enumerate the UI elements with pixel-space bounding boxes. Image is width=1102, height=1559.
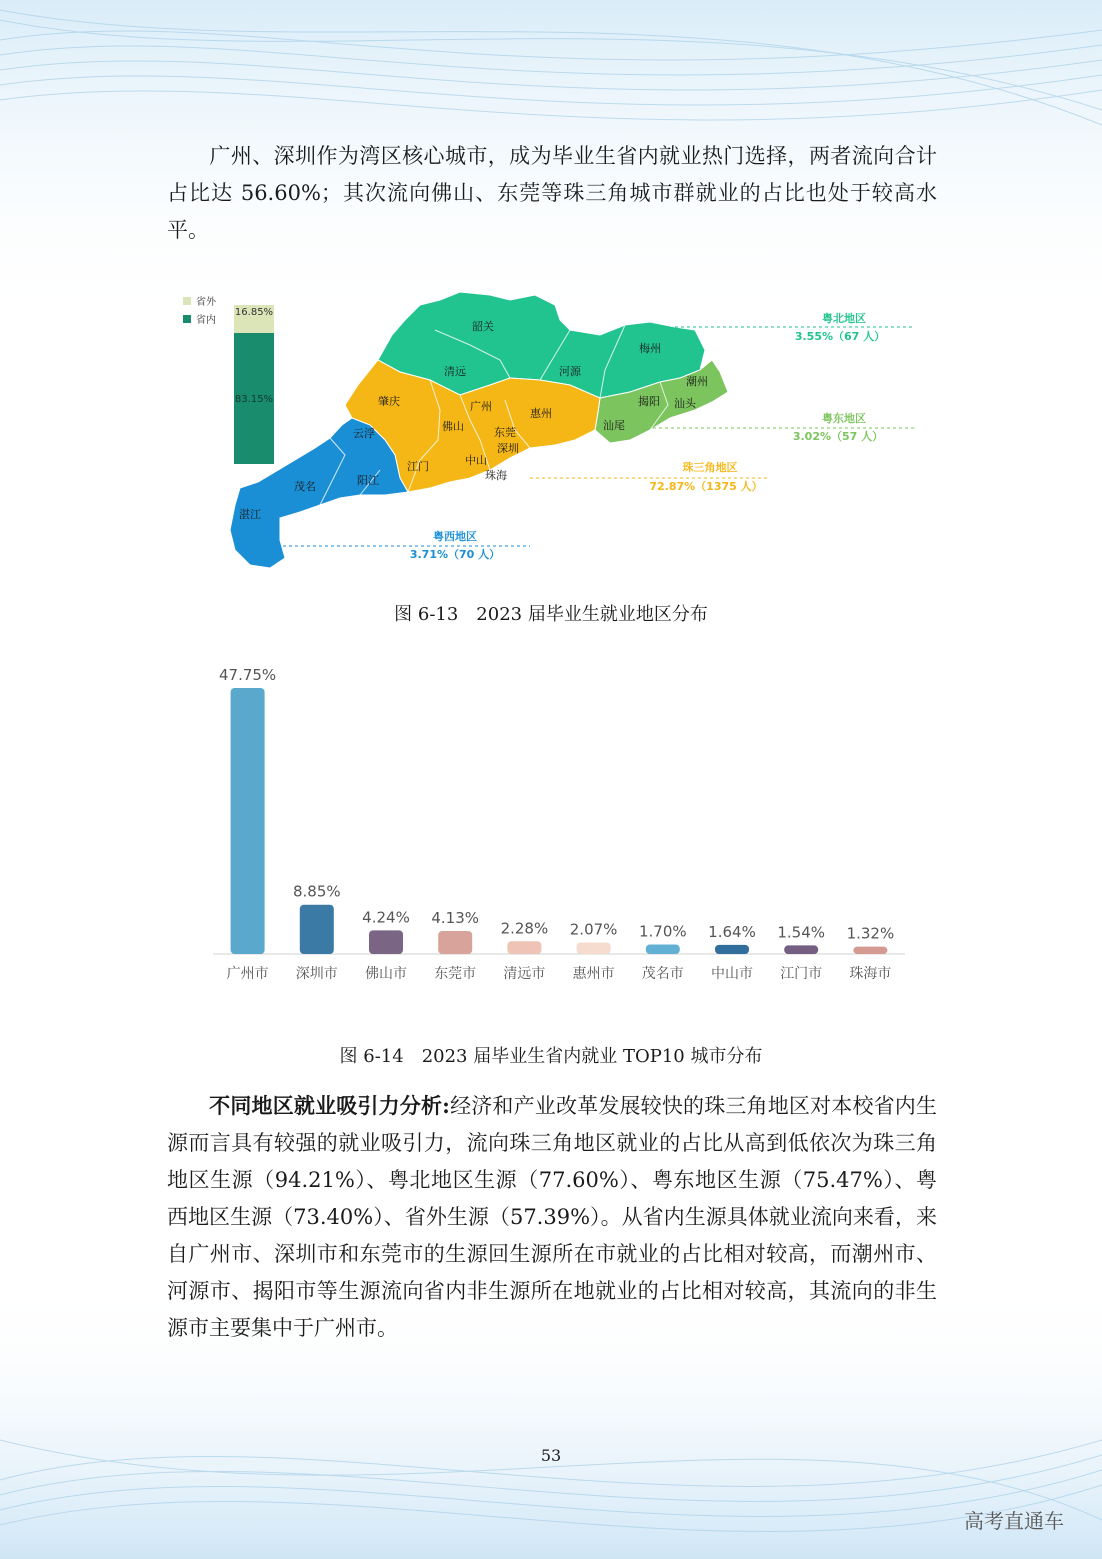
city-label-zhanjiang: 湛江 <box>239 508 261 521</box>
bar-category-label-6: 惠州市 <box>572 966 615 982</box>
city-label-shaoguan: 韶关 <box>472 320 494 333</box>
legend-swatch-outside <box>183 297 191 305</box>
region-north-stat: 3.55%（67 人） <box>794 330 886 343</box>
region-west-stat: 3.71%（70 人） <box>409 548 501 561</box>
top10-city-bar-chart <box>200 655 920 1000</box>
bar-2 <box>300 905 334 954</box>
city-label-meizhou: 梅州 <box>639 342 661 355</box>
bar-category-label-2: 深圳市 <box>295 966 338 982</box>
legend-outside-label: 省外 <box>196 297 216 308</box>
bar-category-label-5: 清远市 <box>503 966 546 982</box>
city-label-shantou: 汕头 <box>674 397 696 410</box>
bar-value-label-3: 4.24% <box>362 908 410 927</box>
analysis-body: 经济和产业改革发展较快的珠三角地区对本校省内生源而言具有较强的就业吸引力，流向珠三角地区就业的占比从高到低依次为珠三角地区生源（94.21%）、粤北地区生源（77.60%）、粤东地区生源（75.47%）、粤西地区生源（73.40%）、省外生源（57.39%）。从省内生源具体就业流向来看，来自广州市、深圳市和东莞市的生源回生源所在市就业的占比相对较高，而潮州市、河源市、揭阳市等生源流向省内非生源所在地就业的占比相对较高，其流向的非生源市主要集中于广州市。 <box>167 1094 937 1340</box>
bar-category-label-10: 珠海市 <box>849 966 892 982</box>
city-label-zhaoqing: 肇庆 <box>378 395 400 408</box>
bar-7 <box>646 945 680 954</box>
bar-category-label-7: 茂名市 <box>641 966 684 982</box>
city-label-yangjiang: 阳江 <box>357 474 379 487</box>
bar-value-label-1: 47.75% <box>218 666 277 684</box>
bar-10 <box>853 947 887 954</box>
bar-4 <box>438 931 472 954</box>
bar-category-label-4: 东莞市 <box>434 966 477 982</box>
city-label-chaozhou: 潮州 <box>686 375 708 388</box>
city-label-huizhou: 惠州 <box>530 407 552 420</box>
region-pearl-name: 珠三角地区 <box>682 461 738 474</box>
bar-value-label-5: 2.28% <box>500 919 549 938</box>
analysis-title: 不同地区就业吸引力分析: <box>209 1093 450 1118</box>
bar-category-label-9: 江门市 <box>780 966 823 982</box>
region-east-stat: 3.02%（57 人） <box>792 430 884 443</box>
city-label-zhuhai: 珠海 <box>485 469 507 482</box>
city-label-maoming: 茂名 <box>294 480 316 493</box>
bar-value-label-9: 1.54% <box>777 923 826 942</box>
bar-6 <box>577 942 611 954</box>
watermark: 高考直通车 <box>964 1509 1064 1533</box>
bar-value-label-4: 4.13% <box>431 908 480 927</box>
legend-inside-label: 省内 <box>196 315 216 326</box>
bar-category-label-3: 佛山市 <box>365 966 407 982</box>
city-label-guangzhou: 广州 <box>470 400 492 413</box>
page-number: 53 <box>540 1446 562 1465</box>
city-label-yunfu: 云浮 <box>353 427 375 440</box>
bar-9 <box>784 945 818 954</box>
city-label-jiangmen: 江门 <box>407 460 429 473</box>
bar-value-label-7: 1.70% <box>638 922 687 941</box>
bar-chart-caption: 图 6-14 2023 届毕业生省内就业 TOP10 城市分布 <box>339 1046 763 1067</box>
bar-value-label-8: 1.64% <box>708 922 756 941</box>
city-label-heyuan: 河源 <box>559 365 581 378</box>
city-label-zhongshan: 中山 <box>465 454 487 467</box>
bar-value-label-6: 2.07% <box>569 920 618 939</box>
region-west-name: 粤西地区 <box>433 530 477 543</box>
bar-1 <box>231 688 265 954</box>
bar-value-label-10: 1.32% <box>846 924 895 943</box>
city-label-jieyang: 揭阳 <box>638 395 660 408</box>
bar-8 <box>715 945 749 954</box>
city-label-dongguan: 东莞 <box>494 426 516 439</box>
bar-value-label-2: 8.85% <box>292 882 341 901</box>
analysis-paragraph <box>167 1087 937 1347</box>
bar-3 <box>369 930 403 954</box>
region-east-name: 粤东地区 <box>822 412 866 425</box>
bar-5 <box>507 941 541 954</box>
legend-swatch-inside <box>183 315 191 323</box>
region-map-figure <box>170 285 930 580</box>
region-pearl-stat: 72.87%（1375 人） <box>649 480 763 493</box>
stack-outside-label: 16.85% <box>234 307 274 318</box>
bar-category-label-8: 中山市 <box>711 966 753 982</box>
bar-category-label-1: 广州市 <box>226 966 269 982</box>
region-north-name: 粤北地区 <box>822 312 866 325</box>
city-label-foshan: 佛山 <box>442 420 464 433</box>
city-label-shanwei: 汕尾 <box>603 419 625 432</box>
intro-paragraph: 广州、深圳作为湾区核心城市，成为毕业生省内就业热门选择，两者流向合计占比达 56.60%；其次流向佛山、东莞等珠三角城市群就业的占比也处于较高水平。 <box>167 144 937 242</box>
stack-inside-label: 83.15% <box>234 394 274 405</box>
map-figure-caption: 图 6-13 2023 届毕业生就业地区分布 <box>394 604 708 625</box>
city-label-qingyuan: 清远 <box>444 365 466 378</box>
city-label-shenzhen: 深圳 <box>497 442 519 455</box>
